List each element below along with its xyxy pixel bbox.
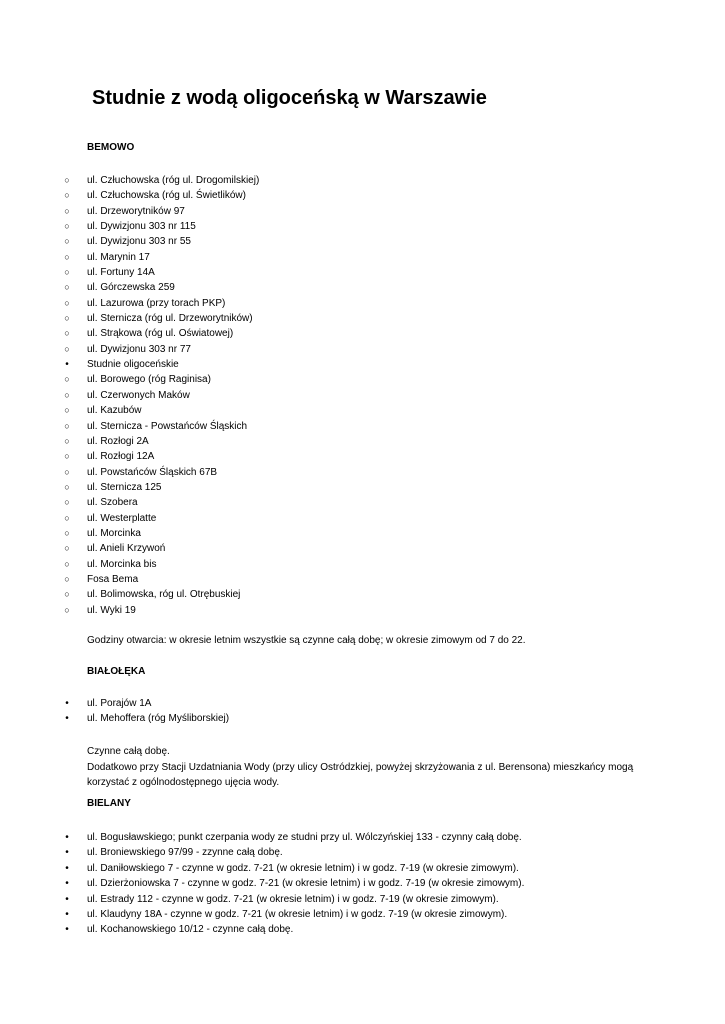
list-item-text: ul. Borowego (róg Raginisa) (87, 374, 211, 386)
list-item-text: ul. Rozłogi 2A (87, 435, 149, 447)
list-item-text: ul. Lazurowa (przy torach PKP) (87, 297, 226, 309)
list-item-text: ul. Sternicza 125 (87, 481, 162, 493)
hollow-bullet-icon: ○ (64, 435, 70, 446)
list-item-text: ul. Mehoffera (róg Myśliborskiej) (87, 713, 230, 725)
hollow-bullet-icon: ○ (64, 497, 70, 508)
list-item-text: ul. Rozłogi 12A (87, 451, 155, 463)
list-item-text: ul. Strąkowa (róg ul. Oświatowej) (87, 328, 234, 340)
filled-bullet-icon: • (65, 832, 69, 843)
hollow-bullet-icon: ○ (64, 481, 70, 492)
list-item-text: ul. Estrady 112 - czynne w godz. 7-21 (w okresie letnim) i w godz. 7-19 (w okresie zimowym). (87, 893, 499, 905)
filled-bullet-icon: • (65, 862, 69, 874)
hollow-bullet-icon: ○ (64, 604, 70, 615)
hollow-bullet-icon: ○ (64, 466, 70, 477)
section-heading-bemowo: BEMOWO (87, 142, 135, 153)
section-heading-bielany: BIELANY (87, 798, 131, 809)
bemowo-opening-hours-note: Godziny otwarcia: w okresie letnim wszystkie są czynne całą dobę; w okresie zimowym od 7 do 22. (87, 635, 526, 646)
list-item-text: ul. Morcinka (87, 527, 141, 539)
list-item-text: ul. Dywizjonu 303 nr 115 (87, 221, 196, 233)
page-title: Studnie z wodą oligoceńską w Warszawie (92, 87, 487, 109)
hollow-bullet-icon: ○ (64, 328, 70, 339)
hollow-bullet-icon: ○ (64, 343, 70, 354)
list-item-text: ul. Dywizjonu 303 nr 55 (87, 236, 191, 248)
hollow-bullet-icon: ○ (64, 205, 70, 216)
list-item-text: ul. Sternicza - Powstańców Śląskich (87, 420, 248, 432)
bialoleka-note-line-2: Dodatkowo przy Stacji Uzdatniania Wody (przy ulicy Ostródzkiej, powyżej skrzyżowania z ul. Berensona) mieszkańcy mogą (87, 762, 634, 773)
list-item-text: ul. Anieli Krzywoń (87, 543, 166, 555)
hollow-bullet-icon: ○ (64, 389, 70, 400)
hollow-bullet-icon: ○ (64, 251, 70, 262)
list-item-text: ul. Daniłowskiego 7 - czynne w godz. 7-21 (w okresie letnim) i w godz. 7-19 (w okresie zimowym). (87, 862, 519, 874)
hollow-bullet-icon: ○ (64, 543, 70, 554)
list-item-text: ul. Kazubów (87, 405, 142, 417)
list-item-text: ul. Fortuny 14A (87, 267, 155, 279)
filled-bullet-icon: • (65, 713, 69, 725)
list-item-text: ul. Klaudyny 18A - czynne w godz. 7-21 (w okresie letnim) i w godz. 7-19 (w okresie zimowym). (87, 908, 508, 920)
list-item-text: ul. Bogusławskiego; punkt czerpania wody ze studni przy ul. Wólczyńskiej 133 - czynny całą dobę. (87, 832, 522, 843)
hollow-bullet-icon: ○ (64, 451, 70, 462)
list-item-text: ul. Marynin 17 (87, 251, 150, 263)
filled-bullet-icon: • (65, 908, 69, 920)
list-item-text: ul. Dzierżoniowska 7 - czynne w godz. 7-21 (w okresie letnim) i w godz. 7-19 (w okresie zimowym). (87, 878, 525, 890)
list-item-text: Studnie oligoceńskie (87, 359, 179, 371)
hollow-bullet-icon: ○ (64, 236, 70, 247)
filled-bullet-icon: • (65, 698, 69, 709)
list-item-text: ul. Bolimowska, róg ul. Otrębuskiej (87, 589, 241, 601)
list-item-text: ul. Westerplatte (87, 512, 157, 524)
hollow-bullet-icon: ○ (64, 512, 70, 523)
list-item-text: ul. Wyki 19 (87, 604, 136, 616)
list-item-text: ul. Morcinka bis (87, 558, 157, 570)
hollow-bullet-icon: ○ (64, 175, 70, 185)
filled-bullet-icon: • (65, 924, 69, 936)
section-heading-bialoleka: BIAŁOŁĘKA (87, 666, 146, 677)
filled-bullet-icon: • (65, 878, 69, 890)
hollow-bullet-icon: ○ (64, 573, 70, 584)
list-item-text: ul. Broniewskiego 97/99 - zzynne całą dobę. (87, 847, 283, 859)
filled-bullet-icon: • (65, 893, 69, 905)
list-item-text: ul. Dywizjonu 303 nr 77 (87, 343, 191, 355)
list-item-text: ul. Człuchowska (róg ul. Świetlików) (87, 190, 246, 202)
list-item-text: ul. Kochanowskiego 10/12 - czynne całą dobę. (87, 924, 294, 936)
hollow-bullet-icon: ○ (64, 282, 70, 293)
hollow-bullet-icon: ○ (64, 221, 70, 232)
hollow-bullet-icon: ○ (64, 267, 70, 278)
list-item-text: ul. Górczewska 259 (87, 282, 175, 294)
list-item-text: ul. Człuchowska (róg ul. Drogomilskiej) (87, 175, 260, 186)
hollow-bullet-icon: ○ (64, 313, 70, 324)
list-item-text: ul. Czerwonych Maków (87, 389, 190, 401)
bialoleka-note-line-1: Czynne całą dobę. (87, 746, 170, 757)
list-item-text: ul. Powstańców Śląskich 67B (87, 466, 218, 478)
bialoleka-note-line-3: korzystać z ogólnodostępnego ujęcia wody. (87, 777, 280, 788)
hollow-bullet-icon: ○ (64, 589, 70, 600)
list-item-text: ul. Porajów 1A (87, 698, 152, 709)
hollow-bullet-icon: ○ (64, 374, 70, 385)
filled-bullet-icon: • (65, 847, 69, 859)
list-item-text: ul. Sternicza (róg ul. Drzeworytników) (87, 313, 253, 325)
list-item-text: ul. Drzeworytników 97 (87, 205, 185, 217)
hollow-bullet-icon: ○ (64, 420, 70, 431)
hollow-bullet-icon: ○ (64, 405, 70, 416)
hollow-bullet-icon: ○ (64, 190, 70, 201)
hollow-bullet-icon: ○ (64, 558, 70, 569)
hollow-bullet-icon: ○ (64, 527, 70, 538)
filled-bullet-icon: • (65, 359, 69, 371)
hollow-bullet-icon: ○ (64, 297, 70, 308)
list-item-text: Fosa Bema (87, 573, 139, 585)
list-item-text: ul. Szobera (87, 497, 138, 509)
